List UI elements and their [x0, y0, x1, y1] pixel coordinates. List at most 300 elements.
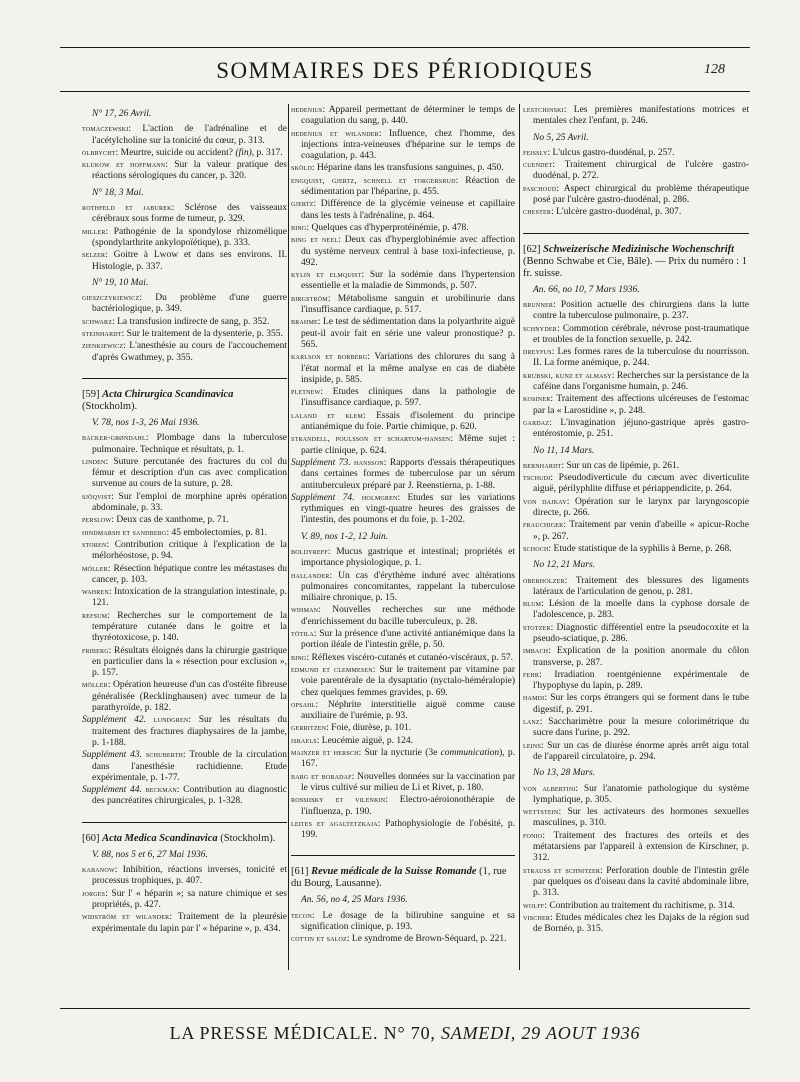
article-title: : Inhibition, réactions inverses, tonicité et processus trophiques, p. 407. [92, 865, 287, 887]
article-title: : Traitement des affections ulcéreuses de l'estomac par la « Larostidine », p. 248. [533, 394, 749, 416]
article-entry [291, 386, 515, 410]
article-entry [291, 104, 515, 128]
author: olbrycht [82, 146, 116, 157]
article-entry [523, 830, 749, 865]
article-entry [291, 457, 515, 492]
article-title: : Réaction de sédimentation par l'héparine, p. 455. [301, 175, 515, 198]
footer-day: SAMEDI, [440, 1023, 517, 1043]
journal-publisher: (Stockholm). [220, 832, 276, 844]
article-entry [291, 492, 515, 527]
author: stotzer [523, 621, 551, 632]
article-entry [291, 128, 515, 163]
article-entry [523, 104, 749, 128]
article-entry [523, 417, 749, 441]
author: blum [523, 598, 542, 609]
article-title: : Réflexes viscéro-cutanés et cutanéo-viscéraux, p. 57. [306, 652, 514, 663]
article-title: : Néphrite interstitielle aiguë comme cause auxiliaire de l'urémie, p. 93. [301, 699, 515, 722]
column-middle [291, 104, 515, 970]
article-title: : Foie, diurèse, p. 101. [326, 723, 412, 734]
article-entry [82, 679, 287, 714]
article-entry [523, 159, 749, 183]
article-title: : Sur la nycturie (3e [358, 748, 441, 759]
article-entry [82, 159, 287, 183]
author: lanz [523, 716, 540, 727]
journal-publisher: (1, rue du Bourg, Lausanne). [291, 866, 507, 890]
author: tötila [291, 628, 314, 639]
article-title: : Suture percutanée des fractures du col du fémur et description d'un cas avec complication survenue au cours de la suture, p. 28. [92, 456, 287, 490]
journal-heading [523, 244, 749, 280]
supplement-label: Supplément 42. [82, 715, 146, 726]
article-title: : L'ulcus gastro-duodénal, p. 257. [547, 147, 675, 158]
author: beckman [145, 784, 177, 795]
journal-publisher: (Stockholm). [82, 400, 138, 412]
article-title: : Essais d'isolement du principe antianémique du foie. Partie chimique, p. 620. [301, 410, 515, 433]
article-note: communication [440, 748, 500, 759]
author: gardaz [523, 416, 550, 427]
article-title: : Les formes rares de la tuberculose du nourrisson. II. La forme anémique, p. 244. [533, 347, 749, 369]
article-entry [523, 900, 749, 912]
article-entry [523, 622, 749, 646]
supplement-label: Supplément 44. [82, 785, 142, 796]
article-title: : Diagnostic différentiel entre la pseudocoxite et la pseudo-sciatique, p. 286. [533, 622, 749, 644]
article-entry [523, 147, 749, 159]
author: laland et klem [291, 409, 364, 420]
article-title: : Le test de sédimentation dans la polyarthrite aiguë peut-il avoir fait en série une valeur pronostique? p. 565. [301, 317, 515, 350]
author: chester [523, 206, 552, 217]
article-title: : Sur la sodémie dans l'hypertension essentielle et la maladie de Simmonds, p. 507. [301, 270, 515, 292]
author: cuendet [523, 159, 553, 170]
article-title: : Influence, chez l'homme, des injections intra-veineuses d'héparine sur le temps de coagulation, p. 443. [301, 128, 515, 162]
article-entry [291, 175, 515, 199]
article-title: : Etudes sur les variations rythmiques en vingt-quatre heures des graisses de l'intestin, des poumons et du foie, p. 1-202. [301, 492, 515, 526]
column-right [523, 104, 749, 970]
article-title: : Traitement par venin d'abeille « apicur-Roche », p. 267. [533, 520, 749, 542]
author: möller [82, 562, 108, 573]
author: rothfeld et jaburek [82, 202, 172, 213]
author: brunner [523, 298, 554, 309]
journal-heading [82, 833, 287, 845]
issue-heading: An. 66, no 10, 7 Mars 1936. [533, 284, 640, 295]
author: rossiisky et vilenkin [291, 794, 386, 805]
article-entry [82, 610, 287, 645]
article-entry [82, 864, 287, 888]
issue-heading: V. 78, nos 1-3, 26 Mai 1936. [92, 417, 200, 428]
article-title: : Traitement des blessures des ligaments latéraux de l'articulation de genou, p. 281. [533, 575, 749, 597]
article-entry [291, 628, 515, 652]
issue-heading: N° 18, 3 Mai. [92, 187, 144, 198]
journal-title: Acta Chirurgica Scandinavica [102, 388, 234, 400]
header-rule-top [60, 47, 750, 48]
article-title: : Meurtre, suicide ou accident? [115, 147, 236, 158]
article-title: : Position actuelle des chirurgiens dans la lutte contre la tuberculose pulmonaire, p. 237. [533, 299, 749, 322]
article-entry [82, 226, 287, 250]
section-rule [291, 855, 515, 856]
author: kylin et elmquist [291, 269, 362, 280]
author: selzer [82, 249, 106, 260]
author: mainzer et hersch [291, 747, 359, 758]
supplement-label: Supplément 74. [291, 492, 355, 503]
article-entry [523, 299, 749, 323]
article-title: : Traitement de la pleurésie expérimentale du lapin par l' « héparine », p. 434. [92, 912, 287, 934]
article-entry [291, 410, 515, 434]
article-title: : Quelques cas d'hyperprotéinémie, p. 478. [306, 222, 469, 233]
article-title: : Sur la présence d'une activité antianémique dans la portion iléale de l'intestin grêle, p. 50. [301, 629, 515, 651]
article-title: : Sur les corps étrangers qui se forment dans le tube digestif, p. 291. [533, 693, 749, 715]
article-entry [523, 740, 749, 764]
article-title: : Résection hépatique contre les métastases du cancer, p. 103. [92, 563, 287, 585]
author: barg et boradaf [291, 770, 352, 781]
article-entry [291, 818, 515, 842]
article-page: , p. 317. [251, 147, 283, 158]
column-left [82, 104, 287, 970]
author: krubski, kunz et almasy [523, 369, 612, 380]
article-entry [82, 328, 287, 340]
article-entry [523, 346, 749, 370]
article-entry [291, 351, 515, 386]
journal-title: Acta Medica Scandinavica [102, 832, 218, 844]
article-entry [523, 669, 749, 693]
issue-heading: V. 88, nos 5 et 6, 27 Mai 1936. [92, 849, 208, 860]
article-entry [82, 714, 287, 749]
supplement-label: Supplément 43. [82, 750, 143, 761]
article-entry [291, 546, 515, 570]
article-entry [523, 206, 749, 218]
journal-number: [59] [82, 388, 100, 400]
article-title: : La transfusion indirecte de sang, p. 352. [112, 316, 270, 327]
author: linden [82, 455, 106, 466]
article-title: : Rapports d'essais thérapeutiques dans certaines formes de tuberculose par un sérum antituberculeux préparé par J. Reenstierna, p. 1-88. [301, 457, 515, 491]
header-rule-bottom [60, 91, 750, 92]
issue-heading: N° 17, 26 Avril. [92, 109, 152, 119]
article-entry [291, 433, 515, 457]
supplement-label: Supplément 73. [291, 457, 351, 468]
footer-journal: LA PRESSE MÉDICALE. [169, 1023, 379, 1043]
article-title: : Sur l'emploi de morphine après opération abdominale, p. 33. [92, 491, 287, 514]
article-title: : Traitement des fractures des orteils et des métatarsiens par l'appareil à extension de Kirschner, p. 312. [533, 830, 749, 864]
section-rule [82, 822, 287, 823]
page-footer [60, 1023, 750, 1044]
author: strauss et schnitzer [523, 864, 601, 875]
author: von albertini [523, 782, 576, 793]
author: fonio [523, 829, 543, 840]
author: strandell, poulsson et schartum-hansen [291, 433, 451, 444]
column-divider [288, 104, 289, 970]
article-title: : Opération sur le larynx par laryngoscopie directe, p. 266. [533, 496, 749, 519]
article-title: : Sur le traitement de la dysenterie, p. 355. [121, 329, 283, 340]
author: miller [82, 225, 106, 236]
article-entry [291, 910, 515, 934]
article-entry [82, 749, 287, 784]
journal-heading [291, 866, 515, 890]
article-entry [82, 292, 287, 316]
article-title: : Etudes cliniques dans la pathologie de l'insuffisance cardiaque, p. 597. [301, 387, 515, 409]
author: tecon [291, 909, 312, 920]
author: dreyfus [523, 346, 552, 357]
article-title: : Deux cas de xanthome, p. 71. [111, 515, 229, 526]
article-entry [523, 183, 749, 207]
article-entry [523, 598, 749, 622]
journal-number: [62] [523, 243, 541, 255]
article-title: : Perforation double de l'intestin grêle par quelques os d'oiseau dans la cavité abdominale libre, p. 313. [533, 865, 749, 899]
article-title: : Commotion cérébrale, névrose post-traumatique et troubles de la fonction sexuelle, p. 242. [533, 323, 749, 345]
author: perslow [82, 514, 112, 525]
article-title: : Différence de la glycémie veineuse et capillaire dans les tests à l'adrénaline, p. 464. [301, 199, 515, 221]
article-entry [291, 652, 515, 664]
article-entry [291, 699, 515, 723]
article-title: : Contribution critique à l'explication de la mélorhéostose, p. 94. [92, 539, 287, 562]
journal-heading [82, 389, 287, 413]
article-entry [291, 747, 515, 771]
author: hindmarsh et sandberg [82, 526, 167, 537]
article-title: : Etude statistique de la syphilis à Berne, p. 268. [548, 543, 732, 554]
article-page: ), p. 167. [301, 748, 515, 770]
journal-number: [60] [82, 832, 100, 844]
article-note: (fin) [235, 147, 252, 158]
author: steinhardt [82, 328, 122, 339]
article-entry [291, 316, 515, 351]
article-entry [291, 604, 515, 628]
article-entry [82, 645, 287, 680]
footer-issue: N° 70, [383, 1023, 436, 1043]
article-entry [82, 249, 287, 273]
article-entry [523, 460, 749, 472]
article-entry [291, 722, 515, 734]
article-title: : L'ulcère gastro-duodénal, p. 307. [551, 207, 682, 218]
article-title: : Du problème d'une guerre bactériologique, p. 349. [92, 293, 287, 315]
article-entry [523, 393, 749, 417]
section-rule [523, 233, 749, 234]
article-title: : Recherches sur le comportement de la température cutanée dans le goitre et la thyréotoxicose, p. 140. [92, 610, 287, 644]
article-title: : Sur un cas de diurèse énorme après arrêt aigu total de l'appareil circulatoire, p. 294. [533, 740, 749, 762]
article-title: : Irradiation roentgénienne expérimentale de l'hypophyse du lapin, p. 289. [533, 669, 749, 692]
issue-heading: An. 56, no 4, 25 Mars 1936. [301, 895, 408, 906]
author: boldyreff [291, 545, 328, 556]
footer-date: 29 AOUT 1936 [521, 1023, 641, 1043]
author: hedenius [291, 104, 323, 114]
article-entry [291, 162, 515, 174]
article-title: : L'invagination jéjuno-gastrique après gastro-entérostomie, p. 251. [533, 417, 749, 440]
author: kosiner [523, 393, 551, 404]
article-title: : Pseudodiverticule du cæcum avec diverticulite aiguë, périlyphlite diffuse et périappendicite, p. 264. [533, 473, 749, 495]
author: wihman [291, 604, 319, 615]
author: bing [291, 651, 307, 662]
article-entry [523, 370, 749, 394]
author: vischer [523, 911, 551, 922]
article-title: : Nouvelles recherches sur une méthode d'enrichissement du bacille tuberculeux, p. 28. [301, 605, 515, 627]
article-title: : L'anesthésie au cours de l'accouchement d'après Gwathmey, p. 355. [92, 341, 287, 363]
article-title: : Sur les activateurs des hormones sexuelles masculines, p. 310. [533, 807, 749, 829]
article-entry [82, 586, 287, 610]
author: schwarz [82, 315, 113, 326]
article-entry [523, 865, 749, 900]
author: von dajkay [523, 495, 567, 506]
article-entry [82, 147, 287, 159]
article-entry [82, 514, 287, 526]
article-entry [291, 664, 515, 699]
author: paschoud [523, 182, 557, 193]
author: tschudi [523, 472, 551, 483]
article-title: : 45 embolectomies, p. 81. [166, 527, 267, 538]
article-entry [82, 340, 287, 364]
article-title: : Leucémie aiguë, p. 124. [316, 735, 414, 746]
author: imbach [523, 645, 549, 656]
author: friberg [82, 644, 109, 655]
article-entry [523, 575, 749, 599]
issue-heading: No 11, 14 Mars. [533, 445, 595, 456]
article-entry [291, 269, 515, 293]
issue-heading: V. 89, nos 1-2, 12 Juin. [301, 531, 389, 542]
article-title: : Héparine dans les transfusions sanguines, p. 450. [312, 163, 504, 174]
author: engquist, gjertz, schnell et torgersrud [291, 174, 456, 185]
article-title: : Un cas d'érythème induré avec altérations pulmonaires concomitantes, rappelant la tuberculose miliaire chronique, p. 15. [301, 570, 515, 604]
author: gieszczykiewicz [82, 292, 140, 303]
article-entry [291, 198, 515, 222]
author: brahme [291, 316, 318, 327]
article-title: : Le syndrome de Brown-Séquard, p. 221. [346, 934, 507, 945]
article-entry [82, 911, 287, 935]
author: schuberth [145, 749, 184, 760]
article-title: : Les premières manifestations motrices et mentales chez l'enfant, p. 246. [533, 105, 749, 127]
article-entry [523, 543, 749, 555]
author: schoch [523, 542, 549, 553]
article-title: : Electro-aéroionothérapie de l'influenza, p. 190. [301, 795, 515, 817]
article-title: : Même sujet : partie clinique, p. 624. [301, 434, 515, 456]
article-title: : Goitre à Lwow et dans ses environs. II. Histologie, p. 337. [92, 250, 287, 272]
article-title: : Plombage dans la tuberculose pulmonaire. Technique et résultats, p. 1. [92, 433, 287, 455]
article-entry [82, 123, 287, 147]
article-title: : Sur l' « héparin »; sa nature chimique et ses propriétés, p. 427. [92, 888, 287, 910]
journal-title: Revue médicale de la Suisse Romande [311, 866, 477, 878]
article-entry [82, 456, 287, 491]
article-title: : Le dosage de la bilirubine sanguine et sa signification clinique, p. 193. [301, 910, 515, 932]
article-title: : Mucus gastrique et intestinal; propriétés et importance physiologique, p. 1. [301, 546, 515, 569]
issue-heading: No 12, 21 Mars. [533, 560, 596, 571]
article-entry [82, 563, 287, 587]
journal-number: [61] [291, 866, 309, 878]
article-title: : Trouble de la circulation dans l'anesthésie rachidienne. Etude expérimentale, p. 1-77. [92, 750, 287, 783]
author: pletnew [291, 386, 321, 397]
author: möller [82, 679, 108, 690]
author: lundgren [153, 714, 189, 725]
article-title: : L'action de l'adrénaline et de l'acétylcholine sur la tonicité du cœur, p. 313. [92, 124, 287, 146]
author: wettstein [523, 806, 559, 817]
author: wahren [82, 586, 109, 597]
article-title: : Variations des chlorures du sang à l'état normal et la même analyse en cas de diabète insipide, p. 585. [301, 352, 515, 385]
issue-heading: No 5, 25 Avril. [533, 132, 589, 143]
article-entry [291, 794, 515, 818]
article-entry [82, 316, 287, 328]
article-entry [82, 539, 287, 563]
article-title: : Sur la valeur pratique des réactions sérologiques du cancer, p. 320. [92, 160, 287, 182]
article-entry [291, 293, 515, 317]
article-title: : Deux cas d'hyperglobinémie avec affection du système nerveux central à base toxi-infectieuse, p. 492. [301, 235, 515, 268]
author: schnyder [523, 322, 557, 333]
section-rule [82, 378, 287, 379]
article-title: : Explication de la position anormale du côlon transverse, p. 287. [533, 646, 749, 668]
author: storen [82, 538, 107, 549]
article-entry [523, 806, 749, 830]
author: sjöqvist [82, 490, 112, 501]
article-entry [523, 519, 749, 543]
issue-heading: N° 19, 10 Mai. [92, 277, 149, 288]
author: hallander [291, 569, 330, 580]
author: feissly [523, 146, 548, 157]
author: birgström [291, 292, 328, 303]
author: jorges [82, 887, 106, 898]
article-entry [523, 912, 749, 936]
page-number: 128 [704, 62, 725, 77]
page-title: SOMMAIRES DES PÉRIODIQUES [216, 58, 594, 83]
article-title: : Sur le traitement par vitamine par voie parentérale de la dysaptatio (nyctalo-héméralopie) chez quelques femmes gravides, p. 69. [301, 664, 515, 698]
article-entry [523, 645, 749, 669]
author: klukow et hoffmann [82, 159, 166, 170]
article-title: : Traitement chirurgical de l'ulcère gastro-duodénal, p. 272. [533, 160, 749, 182]
author: hamdi [523, 692, 545, 703]
article-entry [291, 735, 515, 747]
article-entry [291, 234, 515, 269]
issue-heading: No 13, 28 Mars. [533, 768, 596, 779]
article-entry [82, 784, 287, 808]
journal-publisher: (Benno Schwabe et Cie, Bâle). — Prix du numéro : 1 fr. suisse. [523, 255, 747, 279]
article-entry [523, 783, 749, 807]
author: leins [523, 739, 541, 750]
article-title: : Nouvelles données sur la vaccination par le virus cultivé sur milieu de Li et Rivet, p. 180. [301, 771, 515, 793]
article-entry [291, 771, 515, 795]
article-title: : Contribution au diagnostic des pancréatites chirurgicales, p. 1-328. [92, 785, 287, 807]
article-entry [523, 716, 749, 740]
author: wolff [523, 899, 545, 910]
footer-rule [60, 1008, 750, 1009]
author: frauchiger [523, 519, 564, 530]
article-title: : Métabolisme sanguin et urobilinurie dans l'insuffisance cardiaque, p. 517. [301, 293, 515, 316]
author: bernhardt [523, 459, 562, 470]
article-entry [523, 472, 749, 496]
article-title: : Sur l'anatomie pathologique du système lymphatique, p. 305. [533, 783, 749, 805]
article-title: : Aspect chirurgical du problème thérapeutique posé par l'ulcère gastro-duodénal, p. 286. [533, 183, 749, 206]
journal-title: Schweizerische Medizinische Wochenschrift [543, 243, 735, 255]
author: opsahl [291, 698, 316, 709]
article-entry [82, 888, 287, 912]
article-title: : Intoxication de la strangulation intestinale, p. 121. [92, 587, 287, 609]
article-title: : Recherches sur la persistance de la caféine dans l'organisme humain, p. 246. [533, 370, 749, 393]
author: tomaczewski [82, 123, 129, 134]
author: israels [291, 734, 317, 745]
article-title: : Résultats éloignés dans la chirurgie gastrique en particulier dans la « résection pour exclusion », p. 157. [92, 645, 287, 679]
author: refsum [82, 609, 108, 620]
article-entry [523, 496, 749, 520]
author: oberholzer [523, 574, 565, 585]
article-entry [291, 570, 515, 605]
author: hedenius et wilander [291, 127, 379, 138]
column-divider [519, 104, 520, 970]
author: leites et agaltetzkaja [291, 817, 378, 828]
article-entry [523, 323, 749, 347]
article-title: : Opération heureuse d'un cas d'ostéite fibreuse généralisée (Recklinghausen) avec tumeur de la parathyroïde, p. 182. [92, 680, 287, 714]
author: backer-grøndahl [82, 432, 146, 443]
article-entry [82, 527, 287, 539]
author: karlson et borberg [291, 351, 368, 362]
author: gerritzen [291, 722, 327, 733]
article-title: : Etudes médicales chez les Dajaks de la région sud de Bornéo, p. 315. [533, 912, 749, 935]
author: fehr [523, 668, 540, 679]
article-title: : Appareil permettant de déterminer le temps de coagulation du sang, p. 440. [301, 105, 515, 127]
article-title: : Sclérose des vaisseaux cérébraux sous forme de tumeur, p. 329. [92, 203, 287, 225]
author: edmund et clemmesen [291, 663, 373, 674]
author: widström et wilander [82, 911, 170, 922]
author: gjertz [291, 198, 314, 209]
article-title: : Lésion de la moelle dans la cyphose dorsale de l'adolescence, p. 283. [533, 599, 749, 621]
author: bing [291, 221, 307, 232]
